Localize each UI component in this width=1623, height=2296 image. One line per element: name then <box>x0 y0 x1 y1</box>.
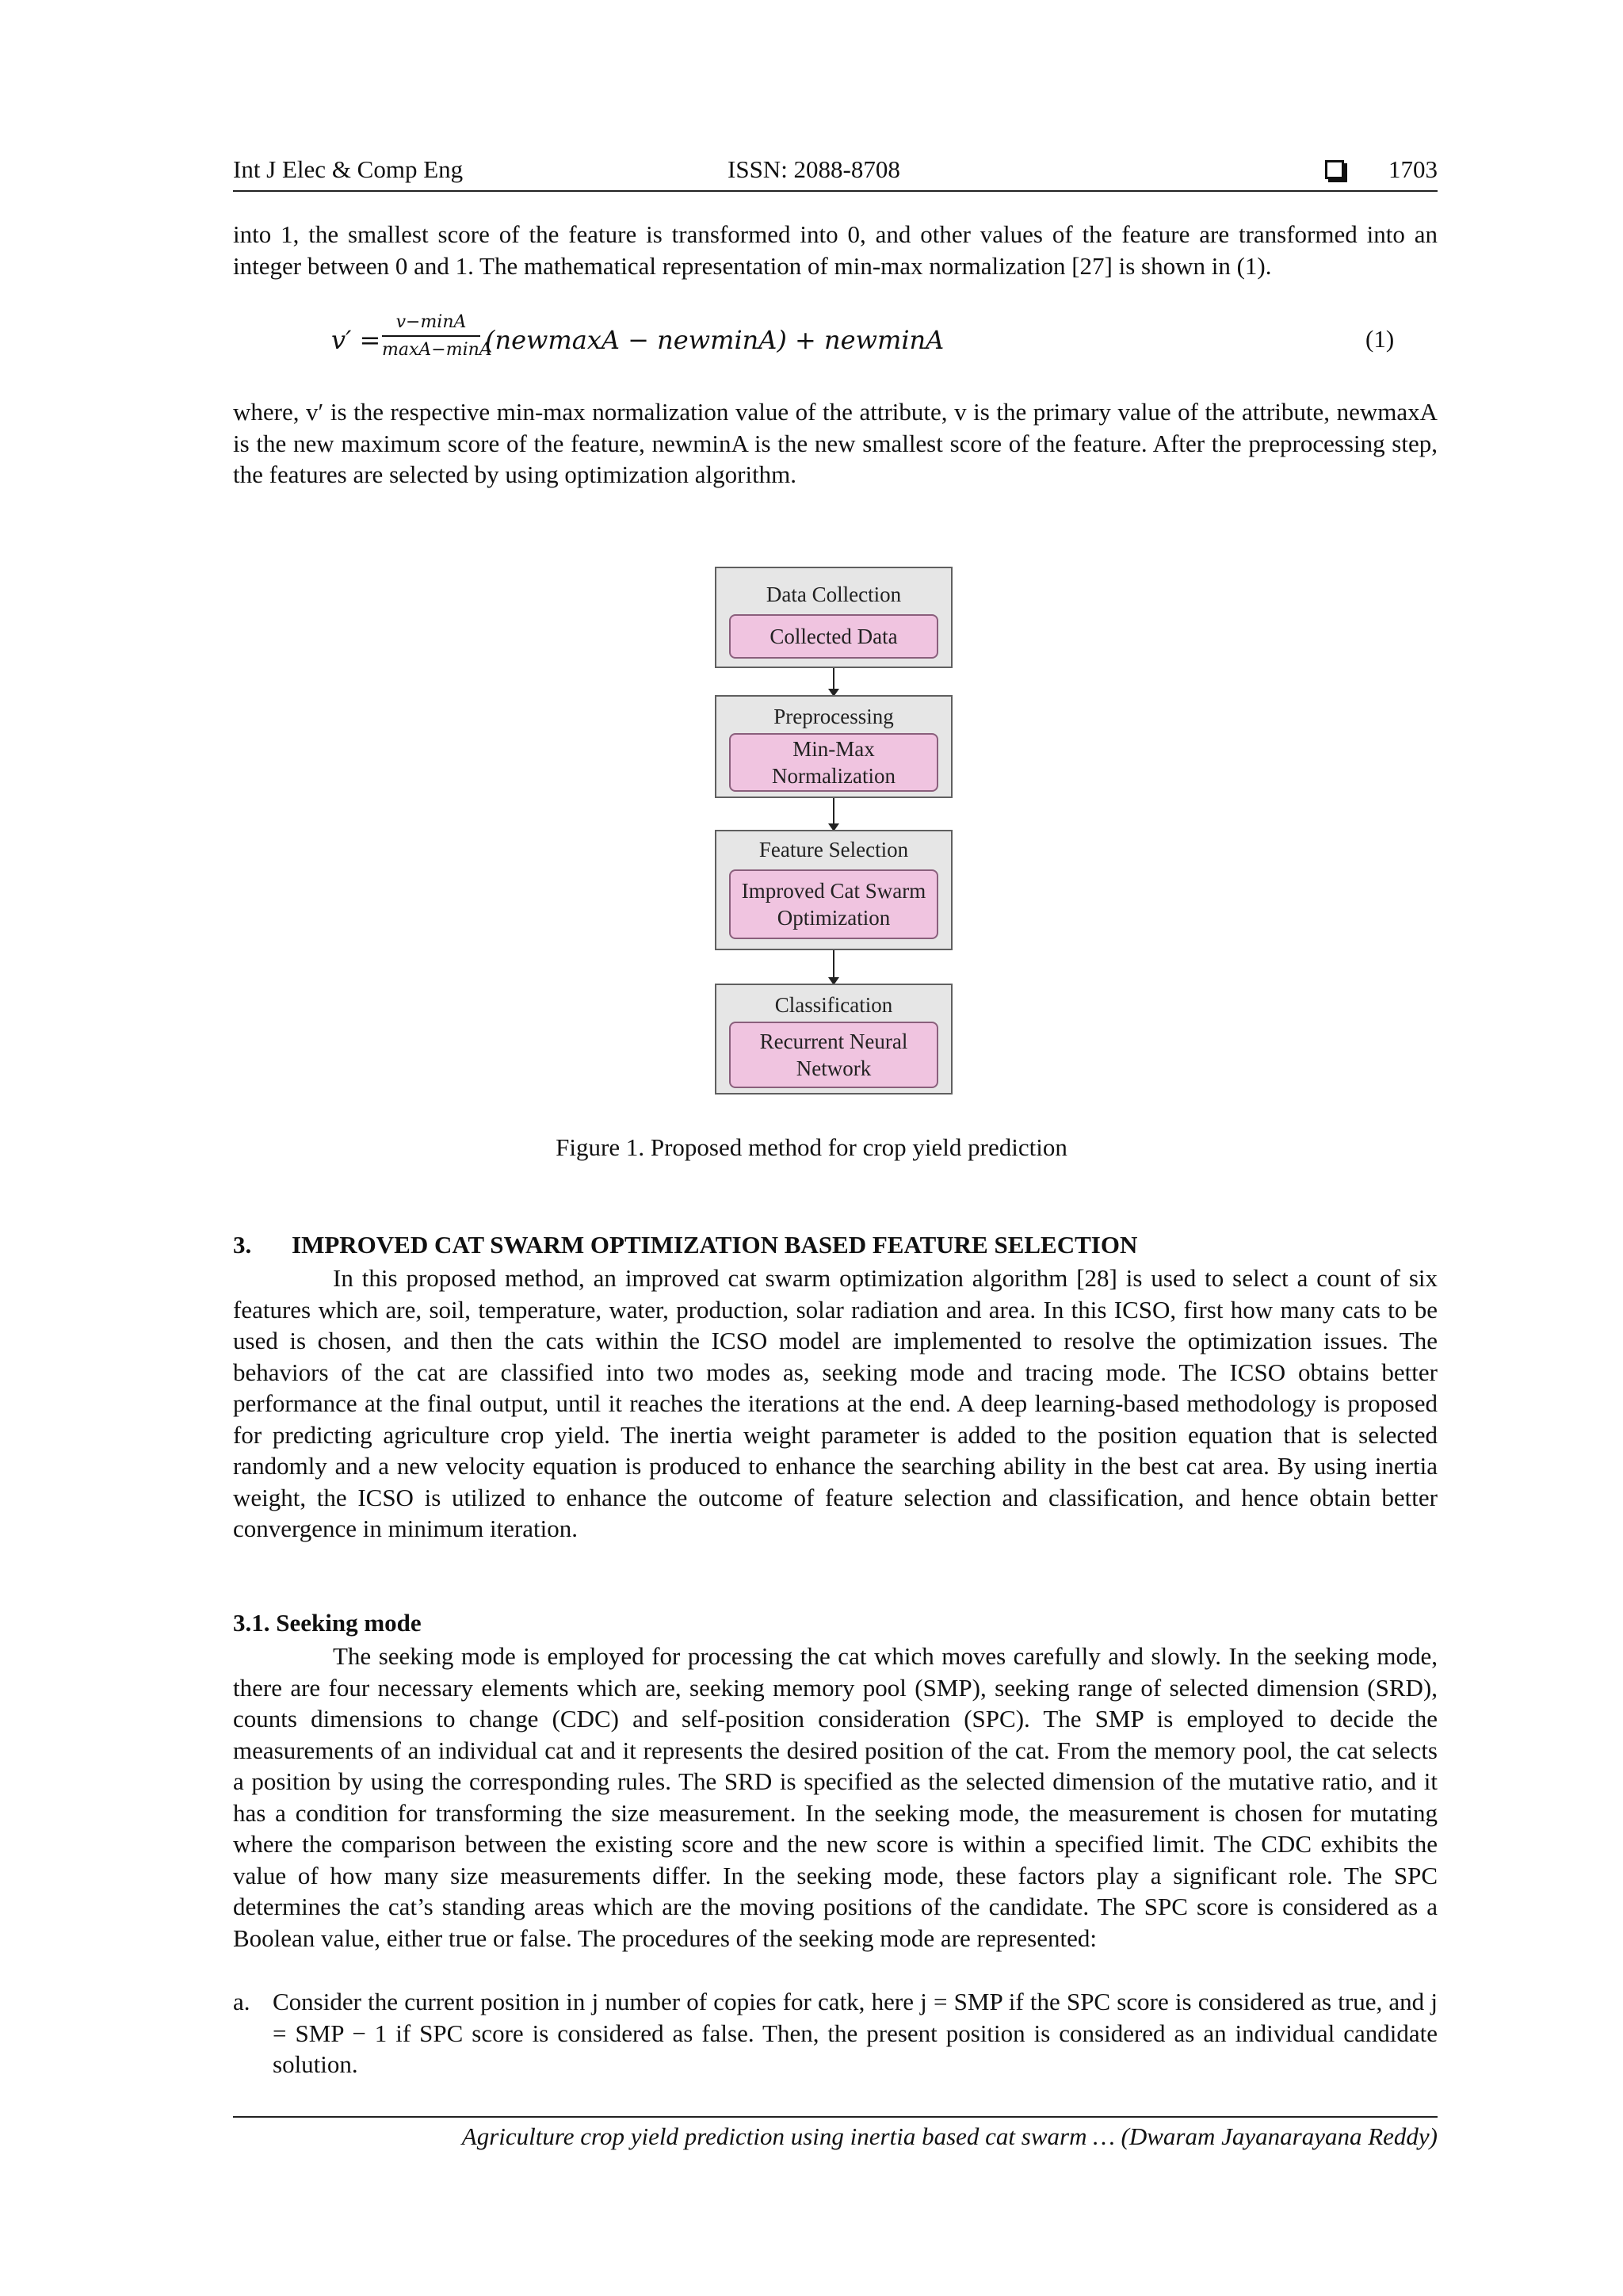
list-marker: a. <box>233 1988 250 2015</box>
figure-caption: Figure 1. Proposed method for crop yield prediction <box>556 1133 1067 1161</box>
section-title: IMPROVED CAT SWARM OPTIMIZATION BASED FEATURE SELECTION <box>292 1231 1138 1259</box>
square-icon <box>1325 160 1344 179</box>
equation-fraction <box>382 312 492 360</box>
stage-data-collection <box>715 567 953 668</box>
stage-classification <box>715 984 953 1095</box>
section-number: 3. <box>233 1231 252 1259</box>
list-item-text: Consider the current position in j number of copies for catk, here j = SMP if the SPC score is considered as true, and j = SMP − 1 if SPC score is considered as false. Then, the present position is considered as an individual candidate solution. <box>273 1988 1438 2078</box>
where-paragraph: where, v′ is the respective min-max normalization value of the attribute, v is the primary value of the attribute, newmaxA is the new maximum score of the feature, newminA is the new smallest score of the feature. After the preprocessing step, the features are selected by using optimization algorithm. <box>233 398 1438 488</box>
equation-lhs: v′ = <box>331 325 381 355</box>
flow-arrow <box>833 950 834 984</box>
stage-preprocessing <box>715 695 953 798</box>
running-header <box>233 155 1438 192</box>
flow-arrow <box>833 668 834 695</box>
flow-arrow <box>833 798 834 830</box>
fraction-numerator: v−minA <box>382 312 480 337</box>
running-footer: Agriculture crop yield prediction using inertia based cat swarm … (Dwaram Jayanarayana Reddy) <box>233 2116 1438 2151</box>
stage-title: Feature Selection <box>758 838 909 861</box>
journal-name: Int J Elec & Comp Eng <box>233 155 464 183</box>
intro-paragraph: into 1, the smallest score of the feature is transformed into 0, and other values of the feature are transformed into an integer between 0 and 1. The mathematical representation of min-max normalization [27] is shown in (1). <box>233 220 1438 280</box>
list-item <box>233 1986 1438 2080</box>
stage-inner-box: Recurrent Neural Network <box>729 1022 938 1088</box>
stage-inner-box: Improved Cat Swarm Optimization <box>729 869 938 939</box>
stage-inner-box: Min-Max Normalization <box>729 733 938 792</box>
stage-feature-selection <box>715 830 953 950</box>
subsection-body: The seeking mode is employed for processing the cat which moves carefully and slowly. In the seeking mode, there are four necessary elements which are, seeking memory pool (SMP), seeking range of selected dimension (SRD), counts dimensions to change (CDC) and self-position consideration (SPC). The SMP is employed to decide the measurements of an individual cat and it represents the desired position of the cat. From the memory pool, the cat selects a position by using the corresponding rules. The SRD is specified as the selected dimension of the mutative ratio, and it has a condition for transforming the size measurement. In the seeking mode, the measurement is chosen for mutating where the comparison between the existing score and the new score is within a specified limit. The CDC exhibits the value of how many size measurements differ. In the seeking mode, these factors play a significant role. The SPC determines the cat’s standing areas which are the moving positions of the candidate. The SPC score is considered as a Boolean value, either true or false. The procedures of the seeking mode are represented: <box>233 1642 1438 1952</box>
stage-title: Preprocessing <box>773 705 894 728</box>
fraction-denominator: maxA−minA <box>382 340 492 360</box>
issn: ISSN: 2088-8708 <box>727 155 900 183</box>
stage-title: Data Collection <box>766 583 902 606</box>
section-heading <box>233 1231 1137 1259</box>
section-body: In this proposed method, an improved cat swarm optimization algorithm [28] is used to select a count of six features which are, soil, temperature, water, production, solar radiation and area. In this ICSO, first how many cats to be used is chosen, and then the cats within the ICSO model are implemented to resolve the optimization issues. The behaviors of the cat are classified into two modes as, seeking mode and tracing mode. The ICSO obtains better performance at the final output, until it reaches the iterations at the end. A deep learning-based methodology is proposed for predicting agriculture crop yield. The inertia weight parameter is added to the position equation that is selected randomly and a new velocity equation is produced to enhance the searching ability in the best cat area. By using inertia weight, the ICSO is utilized to enhance the outcome of feature selection and classification, and hence obtain better convergence in minimum iteration. <box>233 1264 1438 1542</box>
stage-title: Classification <box>774 993 893 1017</box>
equation-rhs: (newmaxA − newminA) + newminA <box>485 325 945 355</box>
subsection-heading: 3.1. Seeking mode <box>233 1609 422 1637</box>
equation-1 <box>331 308 1441 371</box>
stage-inner-box: Collected Data <box>729 614 938 659</box>
equation-number: (1) <box>1365 325 1395 353</box>
page-number: 1703 <box>1388 155 1438 183</box>
